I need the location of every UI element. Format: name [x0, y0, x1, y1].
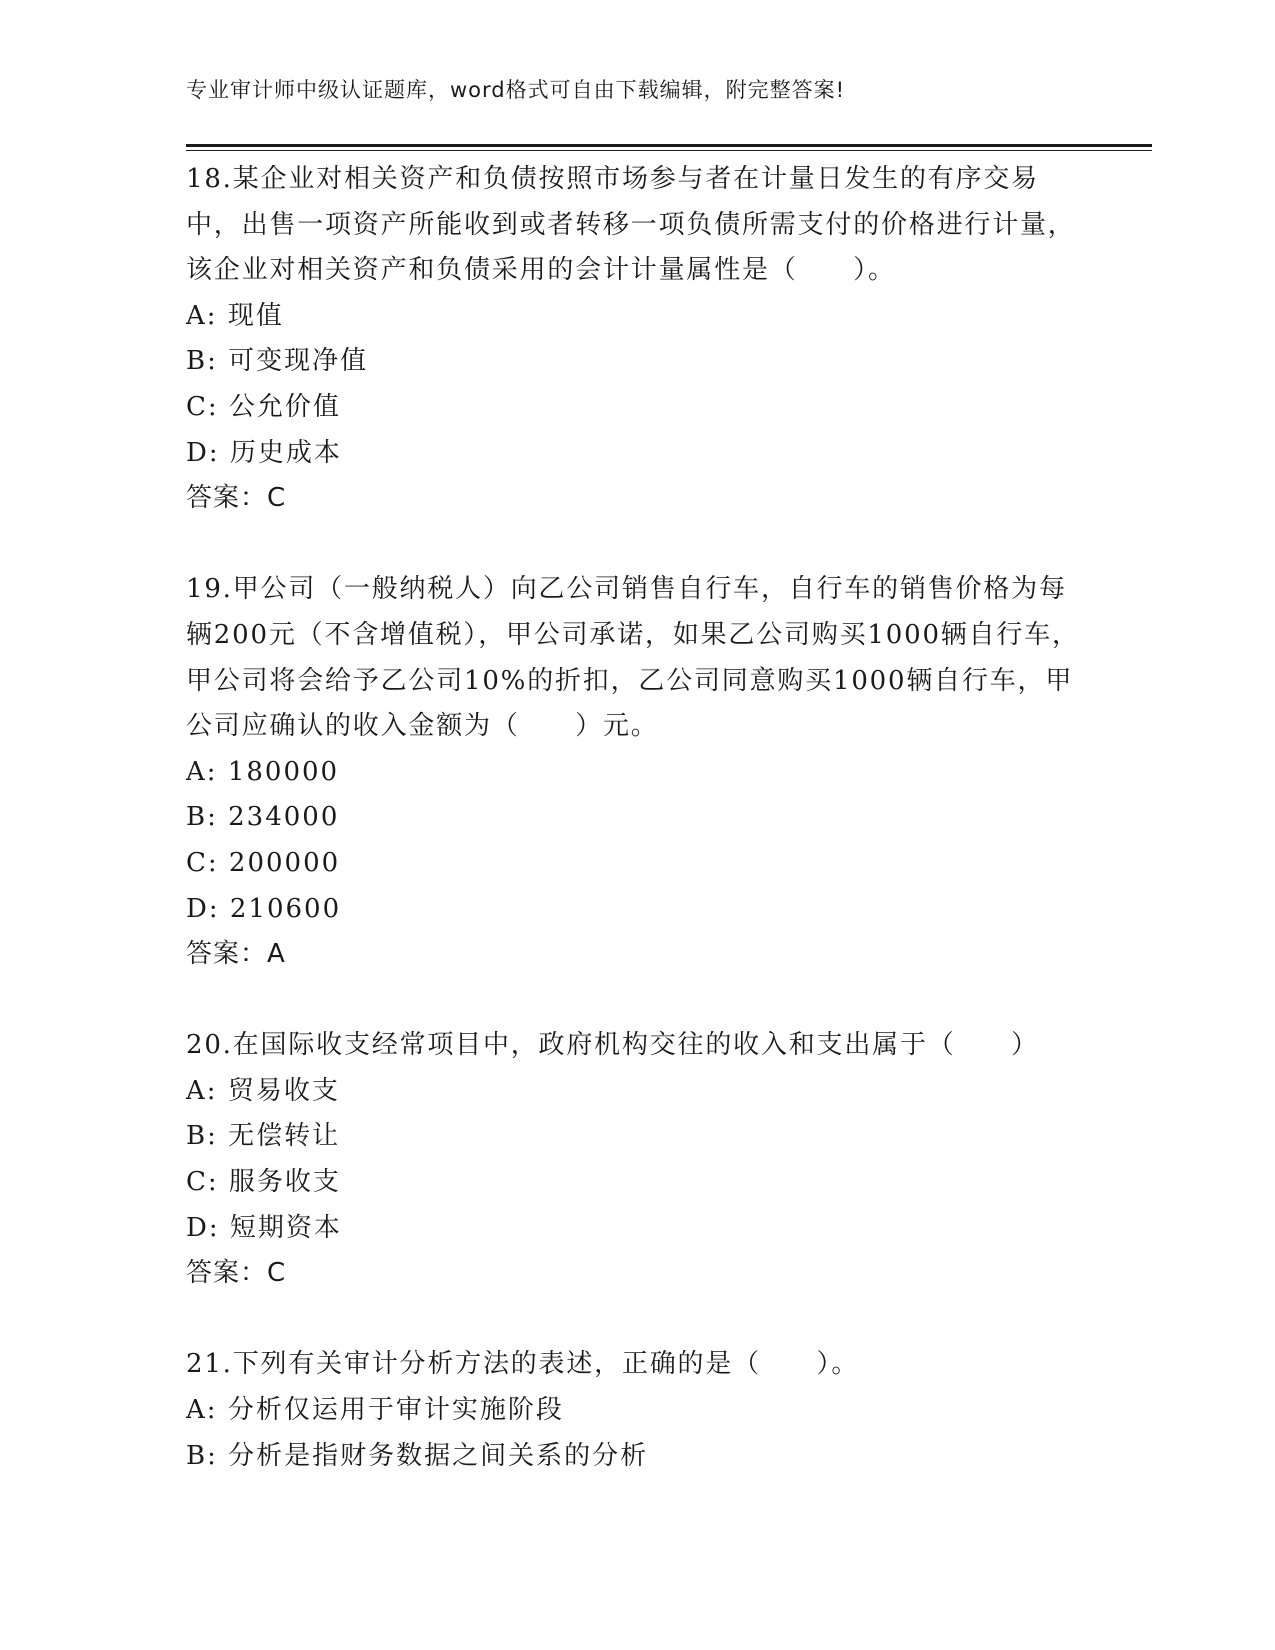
question-text: 21.下列有关审计分析方法的表述，正确的是（ ）。 [186, 1349, 860, 1380]
option-text: 短期资本 [229, 1212, 342, 1243]
option-a [186, 750, 1086, 796]
answer-text: 答案：A [186, 939, 286, 970]
option-letter: B: [186, 1121, 218, 1152]
option-text: 分析仅运用于审计实施阶段 [227, 1395, 564, 1426]
option-letter: B: [186, 1440, 218, 1471]
option-letter: C: [186, 847, 219, 878]
question-spacer [186, 978, 1086, 1024]
option-a [186, 1388, 1086, 1434]
option-d [186, 1206, 1086, 1252]
answer-text: 答案：C [186, 1258, 287, 1289]
option-text: 无偿转让 [228, 1121, 341, 1152]
option-text: 服务收支 [228, 1167, 341, 1198]
option-text: 贸易收支 [227, 1075, 340, 1106]
option-letter: D: [186, 1212, 220, 1243]
option-text: 历史成本 [229, 437, 342, 468]
option-letter: A: [186, 1075, 218, 1106]
option-a [186, 1069, 1086, 1115]
option-c [186, 841, 1086, 887]
option-text: 可变现净值 [228, 346, 369, 377]
document-header: 专业审计师中级认证题库，word格式可自由下载编辑，附完整答案! [186, 78, 846, 102]
option-c [186, 1160, 1086, 1206]
option-text: 200000 [228, 847, 341, 878]
question-spacer [186, 522, 1086, 568]
option-text: 现值 [227, 300, 284, 331]
answer-text: 答案：C [186, 483, 287, 514]
option-letter: D: [186, 437, 220, 468]
option-letter: A: [186, 756, 218, 787]
question-21 [186, 1342, 1086, 1479]
option-letter: C: [186, 1167, 219, 1198]
question-text: 19.甲公司（一般纳税人）向乙公司销售自行车，自行车的销售价格为每辆200元（不含增值税），甲公司承诺，如果乙公司购买1000辆自行车，甲公司将会给予乙公司10%的折扣，乙公司同意购买1000辆自行车，甲公司应确认的收入金额为（ ）元。 [186, 574, 1080, 742]
question-18 [186, 157, 1086, 522]
question-20 [186, 1023, 1086, 1297]
option-letter: A: [186, 300, 218, 331]
option-b [186, 795, 1086, 841]
option-letter: B: [186, 802, 218, 833]
option-letter: A: [186, 1395, 218, 1426]
option-text: 180000 [227, 756, 340, 787]
option-b [186, 1434, 1086, 1480]
option-text: 公允价值 [228, 391, 341, 422]
header-divider-thin [186, 150, 1152, 151]
question-text: 18.某企业对相关资产和负债按照市场参与者在计量日发生的有序交易中，出售一项资产所能收到或者转移一项负债所需支付的价格进行计量，该企业对相关资产和负债采用的会计计量属性是（ ）。 [186, 164, 1076, 286]
question-19 [186, 567, 1086, 977]
question-list [186, 157, 1086, 1479]
option-a [186, 294, 1086, 340]
option-letter: C: [186, 391, 219, 422]
header-divider-thick [186, 144, 1152, 147]
question-spacer [186, 1297, 1086, 1343]
option-letter: D: [186, 893, 220, 924]
option-b [186, 339, 1086, 385]
option-d [186, 887, 1086, 933]
question-text: 20.在国际收支经常项目中，政府机构交往的收入和支出属于（ ） [186, 1030, 1039, 1061]
option-b [186, 1114, 1086, 1160]
option-d [186, 431, 1086, 477]
option-letter: B: [186, 346, 218, 377]
option-text: 分析是指财务数据之间关系的分析 [228, 1440, 649, 1471]
option-c [186, 385, 1086, 431]
option-text: 210600 [229, 893, 342, 924]
option-text: 234000 [228, 802, 340, 833]
